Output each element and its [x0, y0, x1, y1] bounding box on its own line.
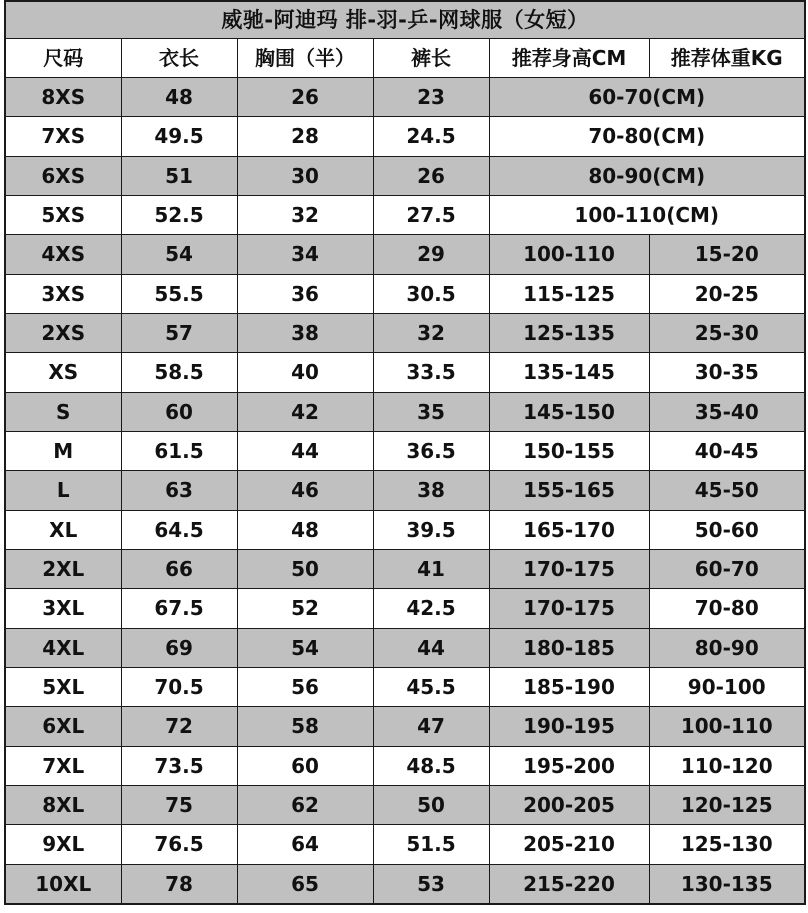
table-row [5, 392, 805, 431]
cell-length: 67.5 [121, 589, 237, 628]
cell-pants: 51.5 [373, 825, 489, 864]
cell-size: XS [5, 353, 121, 392]
cell-rec-height: 215-220 [489, 864, 649, 904]
cell-size: 3XS [5, 274, 121, 313]
table-row [5, 195, 805, 234]
cell-pants: 24.5 [373, 117, 489, 156]
cell-pants: 38 [373, 471, 489, 510]
cell-length: 70.5 [121, 667, 237, 706]
cell-chest: 65 [237, 864, 373, 904]
cell-length: 48 [121, 78, 237, 117]
cell-rec-height: 205-210 [489, 825, 649, 864]
table-row [5, 549, 805, 588]
cell-rec-weight: 15-20 [649, 235, 805, 274]
cell-pants: 29 [373, 235, 489, 274]
cell-chest: 50 [237, 549, 373, 588]
cell-chest: 44 [237, 431, 373, 470]
cell-rec-weight: 50-60 [649, 510, 805, 549]
cell-chest: 30 [237, 156, 373, 195]
cell-size: 7XS [5, 117, 121, 156]
cell-length: 72 [121, 707, 237, 746]
table-row [5, 667, 805, 706]
cell-pants: 26 [373, 156, 489, 195]
table-row [5, 156, 805, 195]
cell-pants: 23 [373, 78, 489, 117]
cell-rec-weight: 80-90 [649, 628, 805, 667]
cell-chest: 54 [237, 628, 373, 667]
cell-rec-weight: 20-25 [649, 274, 805, 313]
cell-length: 76.5 [121, 825, 237, 864]
cell-rec-height: 100-110 [489, 235, 649, 274]
cell-size: L [5, 471, 121, 510]
cell-length: 52.5 [121, 195, 237, 234]
cell-pants: 42.5 [373, 589, 489, 628]
cell-chest: 42 [237, 392, 373, 431]
cell-chest: 28 [237, 117, 373, 156]
cell-chest: 56 [237, 667, 373, 706]
cell-size: 8XS [5, 78, 121, 117]
cell-chest: 26 [237, 78, 373, 117]
cell-rec-height-weight: 60-70(CM) [489, 78, 805, 117]
table-row [5, 78, 805, 117]
cell-pants: 36.5 [373, 431, 489, 470]
cell-rec-weight: 90-100 [649, 667, 805, 706]
cell-rec-weight: 70-80 [649, 589, 805, 628]
header-chest: 胸围（半） [237, 39, 373, 78]
cell-rec-height: 165-170 [489, 510, 649, 549]
cell-size: 5XS [5, 195, 121, 234]
cell-pants: 33.5 [373, 353, 489, 392]
cell-rec-weight: 130-135 [649, 864, 805, 904]
cell-length: 51 [121, 156, 237, 195]
cell-rec-height: 195-200 [489, 746, 649, 785]
cell-chest: 36 [237, 274, 373, 313]
cell-size: 2XL [5, 549, 121, 588]
header-length: 衣长 [121, 39, 237, 78]
cell-pants: 48.5 [373, 746, 489, 785]
cell-length: 69 [121, 628, 237, 667]
cell-rec-weight: 125-130 [649, 825, 805, 864]
cell-length: 49.5 [121, 117, 237, 156]
table-row [5, 707, 805, 746]
table-row [5, 825, 805, 864]
cell-size: 4XS [5, 235, 121, 274]
cell-rec-height: 180-185 [489, 628, 649, 667]
cell-chest: 34 [237, 235, 373, 274]
cell-pants: 35 [373, 392, 489, 431]
cell-size: 9XL [5, 825, 121, 864]
header-size: 尺码 [5, 39, 121, 78]
table-row [5, 431, 805, 470]
cell-pants: 30.5 [373, 274, 489, 313]
cell-rec-weight: 120-125 [649, 785, 805, 824]
cell-size: S [5, 392, 121, 431]
cell-size: 3XL [5, 589, 121, 628]
cell-rec-weight: 100-110 [649, 707, 805, 746]
cell-size: 6XS [5, 156, 121, 195]
cell-chest: 52 [237, 589, 373, 628]
cell-rec-height: 170-175 [489, 549, 649, 588]
cell-rec-weight: 40-45 [649, 431, 805, 470]
cell-chest: 60 [237, 746, 373, 785]
cell-length: 75 [121, 785, 237, 824]
table-row [5, 589, 805, 628]
table-row [5, 471, 805, 510]
cell-chest: 58 [237, 707, 373, 746]
cell-size: 8XL [5, 785, 121, 824]
cell-rec-height: 185-190 [489, 667, 649, 706]
cell-rec-weight: 35-40 [649, 392, 805, 431]
table-row [5, 510, 805, 549]
cell-chest: 40 [237, 353, 373, 392]
cell-chest: 46 [237, 471, 373, 510]
table-body [5, 78, 805, 905]
table-row [5, 235, 805, 274]
cell-size: 5XL [5, 667, 121, 706]
table-row [5, 628, 805, 667]
cell-pants: 53 [373, 864, 489, 904]
cell-rec-height: 190-195 [489, 707, 649, 746]
cell-rec-height: 125-135 [489, 313, 649, 352]
cell-pants: 41 [373, 549, 489, 588]
cell-rec-height: 170-175 [489, 589, 649, 628]
cell-pants: 50 [373, 785, 489, 824]
cell-rec-weight: 60-70 [649, 549, 805, 588]
cell-length: 60 [121, 392, 237, 431]
cell-chest: 62 [237, 785, 373, 824]
cell-size: 10XL [5, 864, 121, 904]
cell-length: 61.5 [121, 431, 237, 470]
table-row [5, 785, 805, 824]
header-pants: 裤长 [373, 39, 489, 78]
cell-pants: 27.5 [373, 195, 489, 234]
cell-rec-height: 115-125 [489, 274, 649, 313]
table-row [5, 864, 805, 904]
title-row [5, 1, 805, 39]
cell-length: 78 [121, 864, 237, 904]
cell-length: 73.5 [121, 746, 237, 785]
cell-rec-weight: 45-50 [649, 471, 805, 510]
cell-pants: 39.5 [373, 510, 489, 549]
cell-rec-height-weight: 100-110(CM) [489, 195, 805, 234]
cell-length: 55.5 [121, 274, 237, 313]
table-row [5, 274, 805, 313]
table-row [5, 353, 805, 392]
header-row [5, 39, 805, 78]
table-row [5, 746, 805, 785]
size-chart-table [4, 0, 806, 905]
cell-size: 7XL [5, 746, 121, 785]
cell-chest: 38 [237, 313, 373, 352]
header-rec-height: 推荐身高CM [489, 39, 649, 78]
cell-rec-weight: 110-120 [649, 746, 805, 785]
cell-rec-weight: 30-35 [649, 353, 805, 392]
cell-chest: 32 [237, 195, 373, 234]
cell-size: 2XS [5, 313, 121, 352]
table-title: 威驰-阿迪玛 排-羽-乒-网球服（女短） [5, 1, 805, 39]
cell-pants: 32 [373, 313, 489, 352]
cell-length: 54 [121, 235, 237, 274]
cell-rec-height-weight: 70-80(CM) [489, 117, 805, 156]
cell-length: 64.5 [121, 510, 237, 549]
cell-size: 6XL [5, 707, 121, 746]
table-row [5, 117, 805, 156]
cell-rec-height: 150-155 [489, 431, 649, 470]
cell-length: 66 [121, 549, 237, 588]
cell-size: XL [5, 510, 121, 549]
cell-chest: 64 [237, 825, 373, 864]
table-row [5, 313, 805, 352]
cell-pants: 45.5 [373, 667, 489, 706]
cell-rec-height: 155-165 [489, 471, 649, 510]
cell-rec-height: 135-145 [489, 353, 649, 392]
cell-length: 57 [121, 313, 237, 352]
header-rec-weight: 推荐体重KG [649, 39, 805, 78]
cell-rec-height: 200-205 [489, 785, 649, 824]
cell-pants: 47 [373, 707, 489, 746]
cell-rec-height-weight: 80-90(CM) [489, 156, 805, 195]
cell-length: 58.5 [121, 353, 237, 392]
cell-length: 63 [121, 471, 237, 510]
cell-rec-height: 145-150 [489, 392, 649, 431]
cell-pants: 44 [373, 628, 489, 667]
cell-chest: 48 [237, 510, 373, 549]
cell-size: M [5, 431, 121, 470]
cell-size: 4XL [5, 628, 121, 667]
cell-rec-weight: 25-30 [649, 313, 805, 352]
